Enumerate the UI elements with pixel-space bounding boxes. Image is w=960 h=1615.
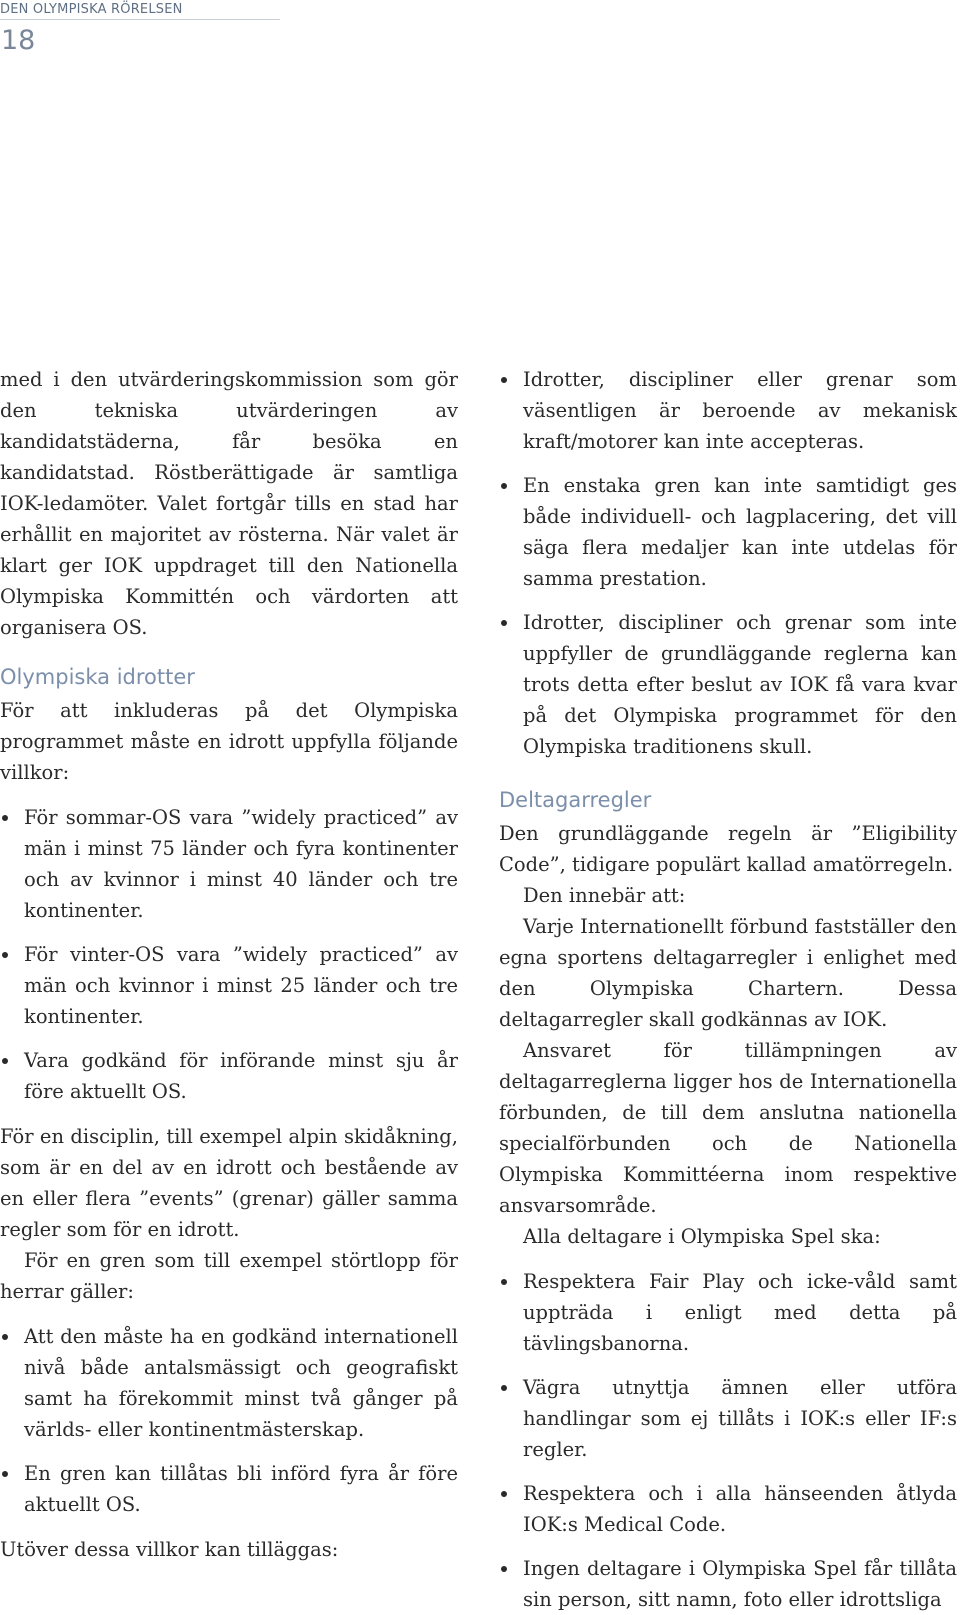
paragraph: För att inkluderas på det Olympiska programmet måste en idrott uppfylla följande villkor: bbox=[0, 699, 458, 784]
bullet-list-participants bbox=[499, 1266, 957, 1615]
list-item: För sommar-OS vara ”widely practiced” av män i minst 75 länder och fyra kontinenter och av kvinnor i minst 40 länder och tre kontinenter. bbox=[0, 802, 458, 926]
paragraph: För en gren som till exempel störtlopp för herrar gäller: bbox=[0, 1249, 458, 1303]
section-title: DEN OLYMPISKA RÖRELSEN bbox=[0, 2, 183, 17]
paragraph: Varje Internationellt förbund fastställer den egna sportens deltagarregler i enlighet med den Olympiska Chartern. Dessa deltagarregler skall godkännas av IOK. bbox=[499, 915, 957, 1031]
list-item: För vinter-OS vara ”widely practiced” av män och kvinnor i minst 25 länder och tre kontinenter. bbox=[0, 939, 458, 1032]
list-item: En gren kan tillåtas bli införd fyra år före aktuellt OS. bbox=[0, 1458, 458, 1520]
paragraph: För en disciplin, till exempel alpin skidåkning, som är en del av en idrott och bestående av en eller flera ”events” (grenar) gäller samma regler som för en idrott. bbox=[0, 1125, 458, 1241]
page-header bbox=[0, 0, 280, 56]
paragraph: Utöver dessa villkor kan tilläggas: bbox=[0, 1538, 339, 1561]
bullet-list-conditions bbox=[0, 802, 458, 1107]
paragraph: Alla deltagare i Olympiska Spel ska: bbox=[523, 1225, 881, 1248]
bullet-list-gren bbox=[0, 1321, 458, 1520]
list-item: Respektera Fair Play och icke-våld samt uppträda i enligt med detta på tävlingsbanorna. bbox=[499, 1266, 957, 1359]
list-item: En enstaka gren kan inte samtidigt ges både individuell- och lagplacering, det vill säga flera medaljer kan inte utdelas för samma prestation. bbox=[499, 470, 957, 594]
heading-olympiska-idrotter: Olympiska idrotter bbox=[0, 665, 195, 689]
paragraph: Den grundläggande regeln är ”Eligibility Code”, tidigare populärt kallad amatörregeln. bbox=[499, 822, 957, 876]
list-item: Idrotter, discipliner eller grenar som väsentligen är beroende av mekanisk kraft/motorer kan inte accepteras. bbox=[499, 364, 957, 457]
list-item: Ingen deltagare i Olympiska Spel får tillåta sin person, sitt namn, foto eller idrottsliga bbox=[499, 1553, 957, 1615]
list-item: Att den måste ha en godkänd internationell nivå både antalsmässigt och geografiskt samt ha förekommit minst två gånger på världs- eller kontinentmästerskap. bbox=[0, 1321, 458, 1445]
paragraph: Ansvaret för tillämpningen av deltagarreglerna ligger hos de Internationella förbunden, de till dem anslutna nationella specialförbunden och de Nationella Olympiska Kommittéerna inom respektive ansvarsområde. bbox=[499, 1039, 957, 1217]
list-item: Idrotter, discipliner och grenar som inte uppfyller de grundläggande reglerna kan trots detta efter beslut av IOK få vara kvar på det Olympiska programmet för den Olympiska traditionens skull. bbox=[499, 607, 957, 762]
heading-deltagarregler: Deltagarregler bbox=[499, 788, 652, 812]
list-item: Vägra utnyttja ämnen eller utföra handlingar som ej tillåts i IOK:s eller IF:s regler. bbox=[499, 1372, 957, 1465]
list-item: Respektera och i alla hänseenden åtlyda IOK:s Medical Code. bbox=[499, 1478, 957, 1540]
right-column bbox=[499, 364, 957, 1615]
page-number: 18 bbox=[1, 25, 36, 56]
bullet-list-additions bbox=[499, 364, 957, 762]
left-column bbox=[0, 364, 458, 1565]
header-rule bbox=[0, 19, 280, 20]
list-item: Vara godkänd för införande minst sju år före aktuellt OS. bbox=[0, 1045, 458, 1107]
paragraph: Den innebär att: bbox=[523, 884, 686, 907]
intro-paragraph: med i den utvärderingskommission som gör den tekniska utvärderingen av kandidatstäderna, får besöka en kandidatstad. Röstberättigade är samtliga IOK-ledamöter. Valet fortgår tills en stad har erhållit en majoritet av rösterna. När valet är klart ger IOK uppdraget till den Nationella Olympiska Kommittén och värdorten att organisera OS. bbox=[0, 368, 458, 639]
